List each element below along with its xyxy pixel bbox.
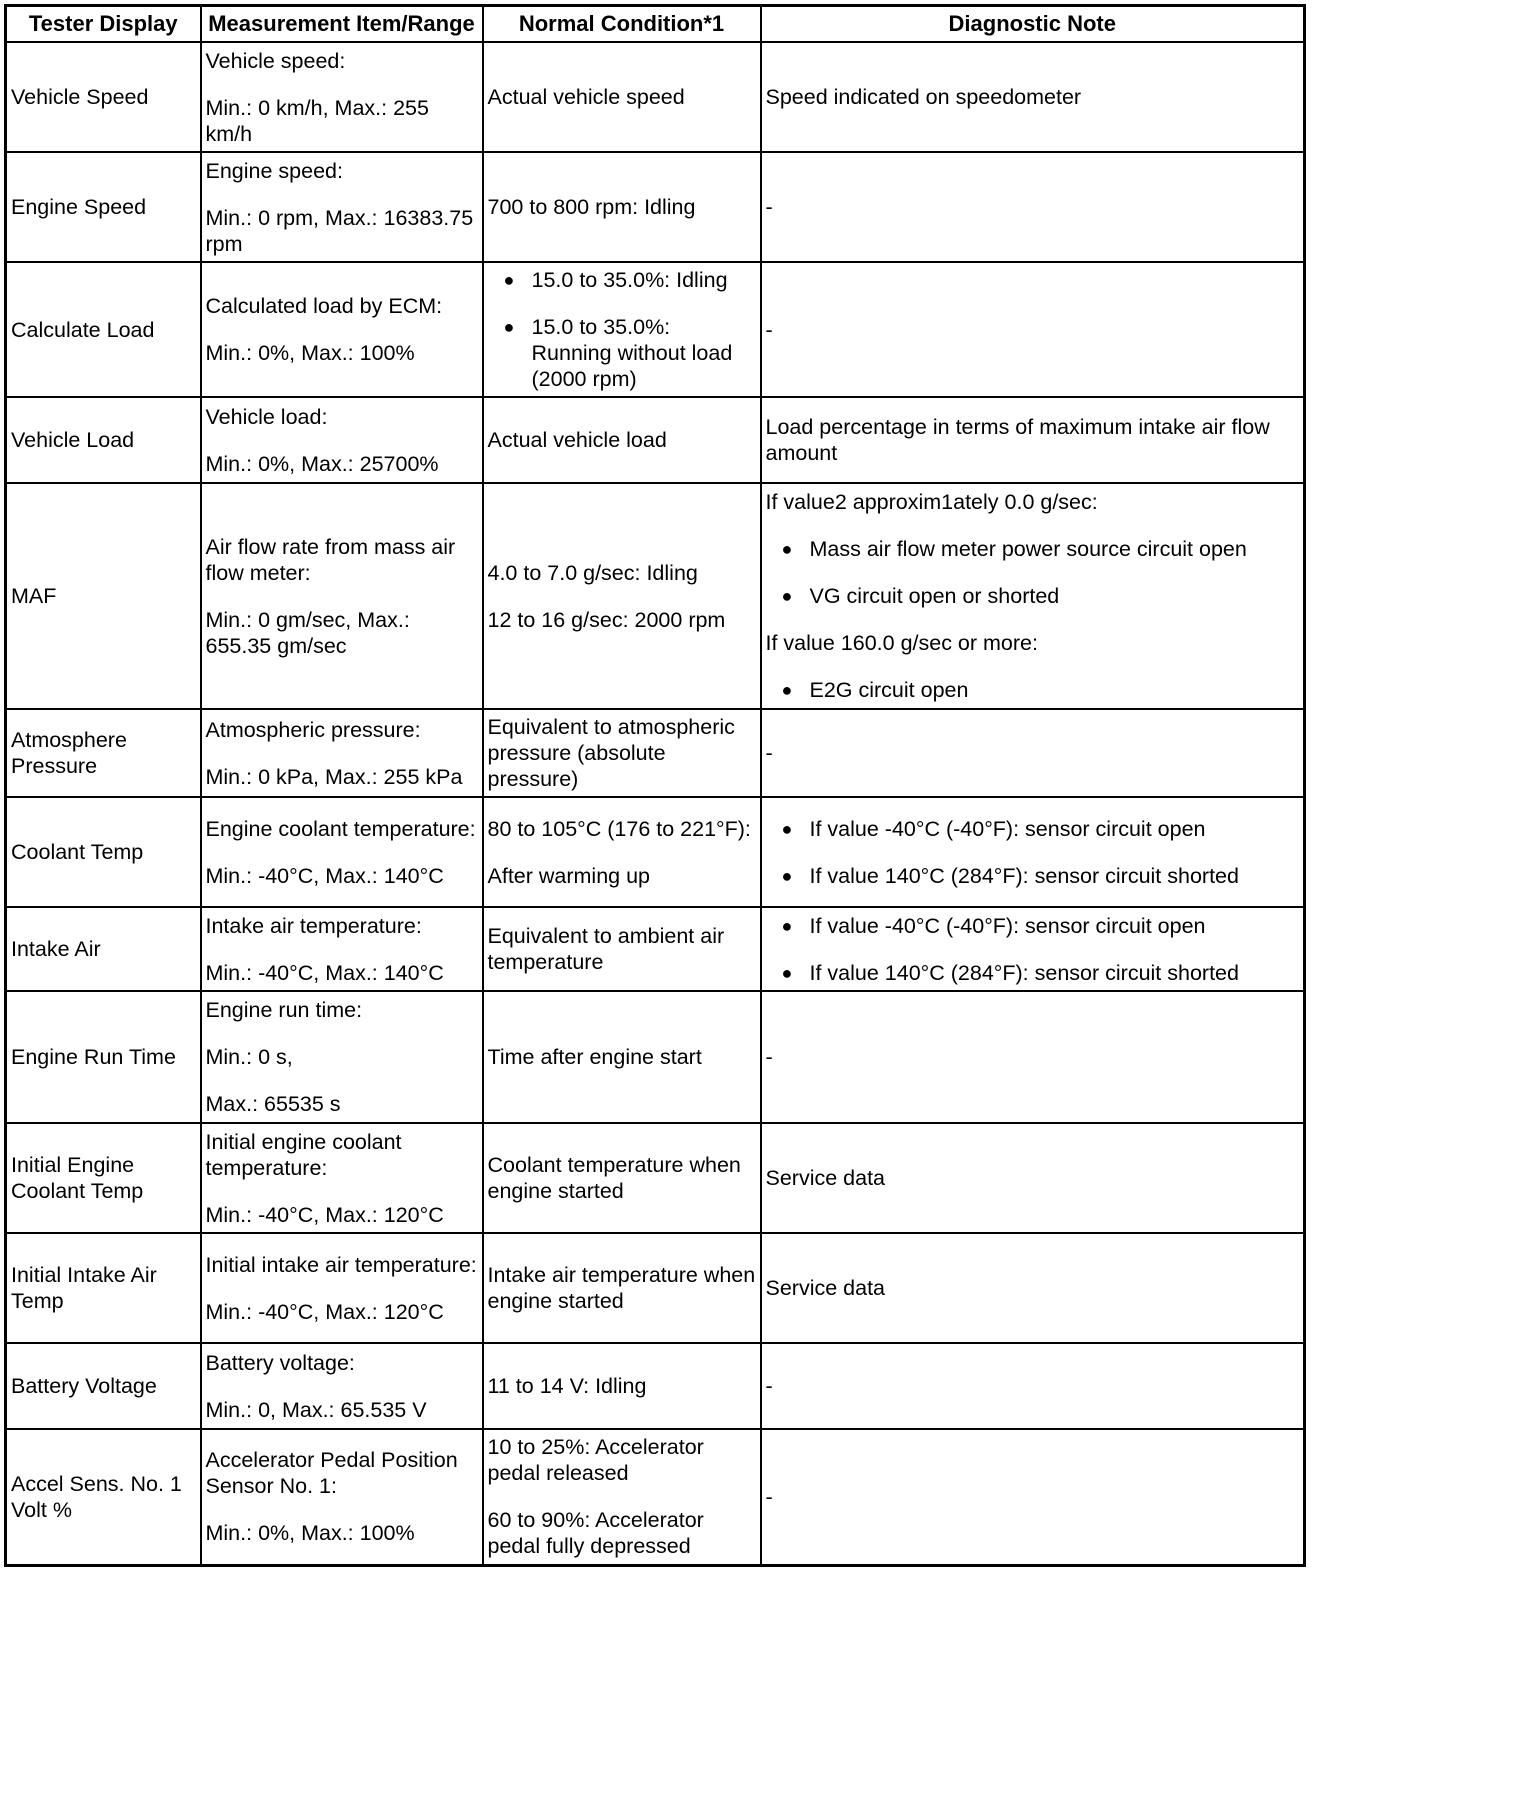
- measurement-line: Initial intake air temperature:: [205, 1252, 477, 1277]
- table-row: [6, 152, 1305, 262]
- cell-tester-display: Intake Air: [6, 907, 201, 991]
- table-header: [6, 6, 1305, 43]
- cell-diagnostic-note: [761, 907, 1305, 991]
- table-body: [6, 42, 1305, 1565]
- cell-diagnostic-note: [761, 262, 1305, 397]
- note-line: -: [765, 741, 773, 765]
- cell-diagnostic-note: [761, 797, 1305, 907]
- cell-normal-condition: [483, 397, 761, 483]
- note-bullet-list: [766, 677, 1300, 703]
- cell-measurement-range: [201, 152, 483, 262]
- note-lead: If value 160.0 g/sec or more:: [765, 631, 1038, 655]
- cell-tester-display: Vehicle Speed: [6, 42, 201, 152]
- measurement-line: Min.: 0 s,: [205, 1045, 293, 1069]
- note-line: -: [765, 1374, 773, 1398]
- cell-normal-condition: [483, 797, 761, 907]
- measurement-line: Min.: -40°C, Max.: 140°C: [205, 863, 444, 888]
- normal-line: 60 to 90%: Accelerator pedal fully depressed: [487, 1508, 704, 1559]
- cell-measurement-range: [201, 1123, 483, 1233]
- measurement-line: Min.: 0, Max.: 65.535 V: [205, 1397, 427, 1422]
- measurement-line: Min.: 0%, Max.: 25700%: [205, 451, 439, 476]
- measurement-line: Accelerator Pedal Position Sensor No. 1:: [205, 1448, 458, 1499]
- table-row: [6, 483, 1305, 709]
- table-row: [6, 1123, 1305, 1233]
- table-row: [6, 1429, 1305, 1565]
- cell-diagnostic-note: [761, 483, 1305, 709]
- measurement-line: Engine coolant temperature:: [205, 816, 476, 841]
- cell-diagnostic-note: [761, 152, 1305, 262]
- measurement-line: Engine run time:: [205, 998, 363, 1022]
- spec-table-container: [4, 4, 1306, 1567]
- measurement-line: Min.: 0 gm/sec, Max.: 655.35 gm/sec: [205, 607, 410, 658]
- measurement-line: Min.: 0 rpm, Max.: 16383.75 rpm: [205, 205, 474, 256]
- normal-line: 11 to 14 V: Idling: [487, 1374, 647, 1398]
- cell-normal-condition: [483, 1343, 761, 1429]
- note-line: Service data: [765, 1276, 886, 1300]
- cell-measurement-range: [201, 1429, 483, 1565]
- header-measurement-item: Measurement Item/Range: [201, 6, 483, 43]
- note-bullet: ● If value 140°C (284°F): sensor circuit shorted: [766, 960, 1300, 986]
- table-row: [6, 42, 1305, 152]
- cell-normal-condition: [483, 262, 761, 397]
- cell-tester-display: Engine Run Time: [6, 991, 201, 1123]
- measurement-line: Min.: -40°C, Max.: 120°C: [205, 1202, 444, 1227]
- note-line: -: [765, 1045, 773, 1069]
- table-row: [6, 907, 1305, 991]
- header-diagnostic-note: Diagnostic Note: [761, 6, 1305, 43]
- data-list-table: [4, 4, 1306, 1567]
- note-bullet: ● E2G circuit open: [766, 677, 1300, 703]
- cell-diagnostic-note: [761, 1233, 1305, 1343]
- note-bullet: ● Mass air flow meter power source circuit open: [766, 536, 1300, 562]
- cell-tester-display: Calculate Load: [6, 262, 201, 397]
- cell-normal-condition: [483, 1123, 761, 1233]
- cell-normal-condition: [483, 1233, 761, 1343]
- header-row: [6, 6, 1305, 43]
- note-bullet: ● If value 140°C (284°F): sensor circuit shorted: [766, 863, 1300, 889]
- measurement-line: Max.: 65535 s: [205, 1092, 341, 1116]
- cell-diagnostic-note: [761, 42, 1305, 152]
- cell-diagnostic-note: [761, 991, 1305, 1123]
- measurement-line: Engine speed:: [205, 158, 343, 183]
- header-tester-display: Tester Display: [6, 6, 201, 43]
- normal-line: 10 to 25%: Accelerator pedal released: [487, 1435, 704, 1486]
- note-line: -: [765, 1484, 773, 1509]
- measurement-line: Air flow rate from mass air flow meter:: [205, 534, 456, 585]
- cell-diagnostic-note: [761, 1123, 1305, 1233]
- note-line: Load percentage in terms of maximum intake air flow amount: [765, 415, 1270, 465]
- note-group: [766, 630, 1300, 703]
- measurement-line: Initial engine coolant temperature:: [205, 1129, 402, 1180]
- normal-line: Coolant temperature when engine started: [487, 1153, 741, 1203]
- note-bullet: ● VG circuit open or shorted: [766, 583, 1300, 609]
- measurement-line: Vehicle speed:: [205, 48, 346, 73]
- cell-normal-condition: [483, 483, 761, 709]
- normal-bullet: ● 15.0 to 35.0%: Running without load (2000 rpm): [488, 314, 756, 392]
- cell-normal-condition: [483, 152, 761, 262]
- note-line: Speed indicated on speedometer: [765, 85, 1082, 109]
- cell-tester-display: Coolant Temp: [6, 797, 201, 907]
- measurement-line: Vehicle load:: [205, 404, 328, 429]
- cell-measurement-range: [201, 1233, 483, 1343]
- normal-line: Intake air temperature when engine started: [487, 1263, 756, 1313]
- normal-line: 4.0 to 7.0 g/sec: Idling: [487, 560, 698, 585]
- normal-line: Actual vehicle load: [487, 428, 667, 452]
- normal-bullet-list: [488, 267, 756, 392]
- measurement-line: Min.: 0%, Max.: 100%: [205, 341, 415, 365]
- normal-line: 80 to 105°C (176 to 221°F):: [487, 816, 751, 841]
- header-normal-condition: Normal Condition*1: [483, 6, 761, 43]
- note-group: [766, 489, 1300, 609]
- measurement-line: Min.: -40°C, Max.: 140°C: [205, 960, 444, 985]
- normal-line: After warming up: [487, 863, 651, 888]
- cell-measurement-range: [201, 42, 483, 152]
- cell-measurement-range: [201, 1343, 483, 1429]
- table-row: [6, 1233, 1305, 1343]
- cell-measurement-range: [201, 907, 483, 991]
- note-bullet-list: [766, 816, 1300, 889]
- normal-line: Time after engine start: [487, 1045, 702, 1069]
- normal-line: Actual vehicle speed: [487, 85, 685, 109]
- cell-diagnostic-note: [761, 397, 1305, 483]
- cell-normal-condition: [483, 42, 761, 152]
- measurement-line: Min.: 0 kPa, Max.: 255 kPa: [205, 764, 463, 789]
- cell-measurement-range: [201, 797, 483, 907]
- cell-measurement-range: [201, 709, 483, 797]
- table-row: [6, 991, 1305, 1123]
- cell-diagnostic-note: [761, 1343, 1305, 1429]
- note-lead: If value2 approxim1ately 0.0 g/sec:: [765, 490, 1098, 514]
- table-row: [6, 262, 1305, 397]
- normal-line: 12 to 16 g/sec: 2000 rpm: [487, 607, 726, 632]
- measurement-line: Intake air temperature:: [205, 913, 422, 938]
- table-row: [6, 397, 1305, 483]
- cell-diagnostic-note: [761, 709, 1305, 797]
- note-bullet: ● If value -40°C (-40°F): sensor circuit open: [766, 913, 1300, 939]
- cell-tester-display: MAF: [6, 483, 201, 709]
- normal-bullet: ● 15.0 to 35.0%: Idling: [488, 267, 756, 293]
- cell-tester-display: Atmosphere Pressure: [6, 709, 201, 797]
- cell-normal-condition: [483, 907, 761, 991]
- cell-tester-display: Initial Engine Coolant Temp: [6, 1123, 201, 1233]
- note-line: Service data: [765, 1166, 886, 1190]
- note-line: -: [765, 317, 773, 342]
- cell-diagnostic-note: [761, 1429, 1305, 1565]
- cell-tester-display: Initial Intake Air Temp: [6, 1233, 201, 1343]
- cell-measurement-range: [201, 262, 483, 397]
- table-row: [6, 797, 1305, 907]
- measurement-line: Calculated load by ECM:: [205, 294, 443, 318]
- cell-tester-display: Accel Sens. No. 1 Volt %: [6, 1429, 201, 1565]
- normal-line: Equivalent to atmospheric pressure (absolute pressure): [487, 715, 735, 791]
- measurement-line: Min.: -40°C, Max.: 120°C: [205, 1299, 444, 1324]
- table-row: [6, 709, 1305, 797]
- note-bullet-list: [766, 536, 1300, 609]
- cell-normal-condition: [483, 991, 761, 1123]
- measurement-line: Min.: 0 km/h, Max.: 255 km/h: [205, 95, 429, 146]
- table-row: [6, 1343, 1305, 1429]
- measurement-line: Atmospheric pressure:: [205, 717, 421, 742]
- measurement-line: Battery voltage:: [205, 1350, 355, 1375]
- cell-measurement-range: [201, 991, 483, 1123]
- normal-line: Equivalent to ambient air temperature: [487, 924, 725, 974]
- measurement-line: Min.: 0%, Max.: 100%: [205, 1521, 415, 1546]
- note-bullet: ● If value -40°C (-40°F): sensor circuit open: [766, 816, 1300, 842]
- note-bullet-list: [766, 913, 1300, 986]
- cell-normal-condition: [483, 709, 761, 797]
- cell-normal-condition: [483, 1429, 761, 1565]
- cell-tester-display: Battery Voltage: [6, 1343, 201, 1429]
- note-line: -: [765, 195, 773, 219]
- cell-tester-display: Vehicle Load: [6, 397, 201, 483]
- cell-tester-display: Engine Speed: [6, 152, 201, 262]
- normal-line: 700 to 800 rpm: Idling: [487, 195, 696, 219]
- cell-measurement-range: [201, 483, 483, 709]
- cell-measurement-range: [201, 397, 483, 483]
